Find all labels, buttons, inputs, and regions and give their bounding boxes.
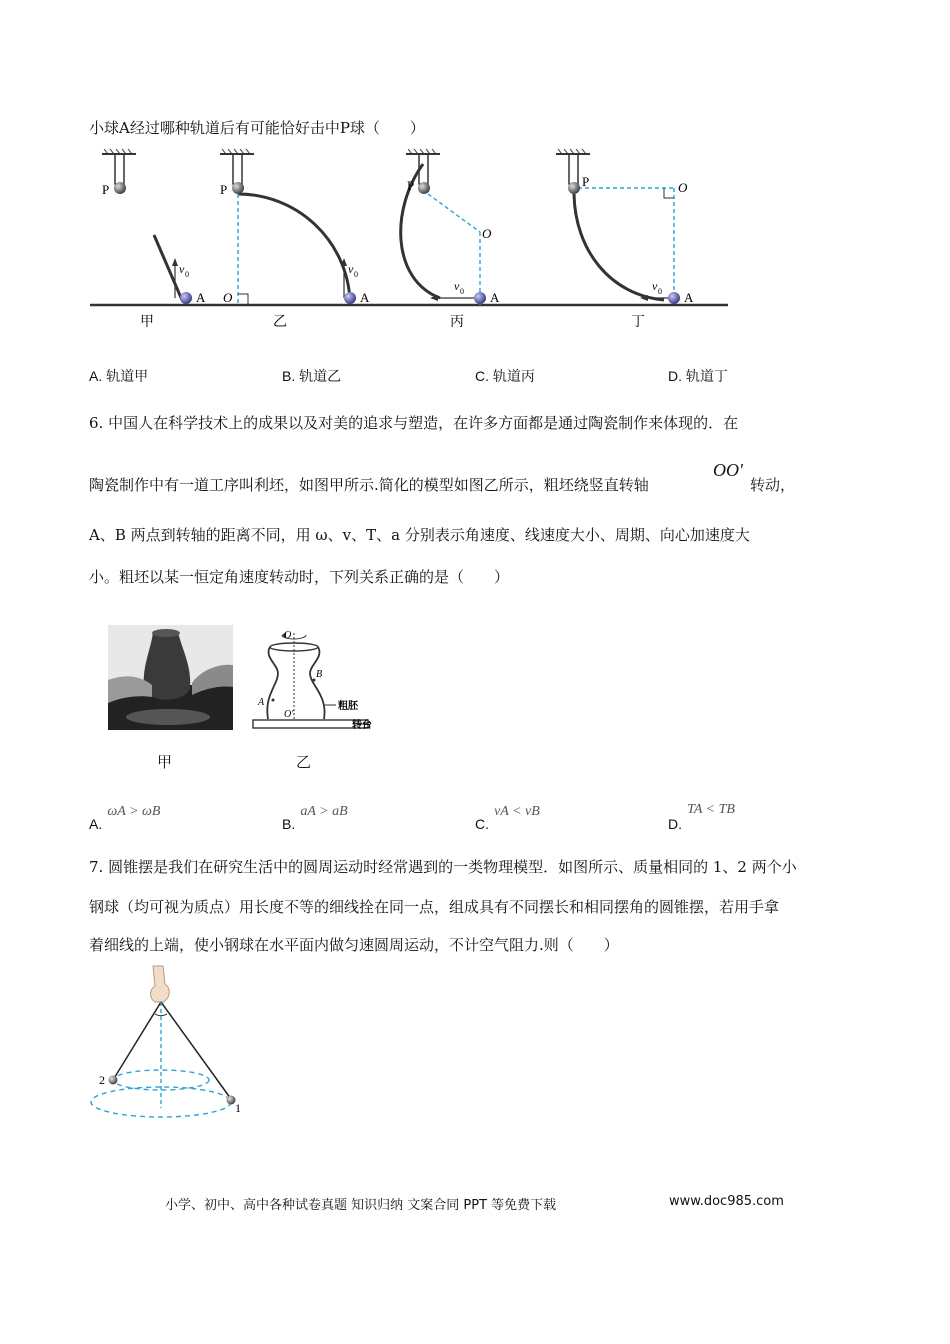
ball-p-ding	[568, 182, 580, 194]
label-o-ding: O	[678, 180, 688, 195]
option-formula: ωA > ωB	[107, 804, 161, 819]
q6-stem-line2a: 陶瓷制作中有一道工序叫利坯，如图甲所示.简化的模型如图乙所示，粗坯绕竖直转轴	[89, 476, 649, 494]
ball-a-yi	[344, 292, 356, 304]
option-letter: B.	[282, 368, 296, 384]
option-formula: aA > aB	[300, 804, 348, 819]
label-table: 转台	[352, 720, 372, 731]
pottery-schematic	[248, 625, 388, 735]
label-v0-ding-sub: 0	[658, 287, 662, 296]
caption-jia: 甲	[140, 314, 154, 330]
caption-schematic-yi: 乙	[296, 753, 312, 771]
option-letter: A.	[89, 816, 103, 832]
option-text: 轨道甲	[106, 369, 149, 385]
q5-option-b[interactable]	[282, 366, 341, 386]
q6-axis-symbol: OO′	[713, 460, 743, 480]
option-text: 轨道丙	[492, 369, 535, 385]
option-letter: C.	[475, 816, 489, 832]
q6-stem-line3: A、B 两点到转轴的距离不同，用 ω、v、T、a 分别表示角速度、线速度大小、周期、向心加速度大	[89, 526, 750, 544]
option-letter: D.	[668, 368, 682, 384]
track-bing	[401, 149, 486, 305]
label-v0-bing: v	[454, 279, 460, 293]
label-a-yi: A	[360, 290, 370, 305]
option-formula: vA < vB	[494, 804, 540, 819]
label-rough: 粗胚	[338, 701, 358, 712]
ball-p-jia	[114, 182, 126, 194]
q7-stem-line3: 着细线的上端，使小钢球在水平面内做匀速圆周运动，不计空气阻力.则（ ）	[89, 936, 619, 954]
q6-option-a[interactable]	[89, 800, 161, 832]
label-o-top: O	[284, 630, 292, 641]
pottery-photo	[108, 625, 233, 730]
option-letter: D.	[668, 816, 682, 832]
label-p-jia: P	[102, 182, 110, 197]
label-a-jia: A	[196, 290, 206, 305]
footer-url[interactable]: www.doc985.com	[669, 1194, 784, 1209]
ball-a-bing	[474, 292, 486, 304]
caption-photo-jia: 甲	[157, 753, 173, 771]
option-text: 轨道丁	[685, 369, 728, 385]
label-o-yi: O	[223, 290, 233, 305]
label-p-ding: P	[582, 174, 590, 189]
q6-option-b[interactable]	[282, 800, 348, 832]
label-v0-yi-sub: 0	[354, 270, 358, 279]
q6-stem-line1: 6. 中国人在科学技术上的成果以及对美的追求与塑造，在许多方面都是通过陶瓷制作来体现的．在	[89, 414, 739, 432]
caption-bing: 丙	[450, 314, 464, 330]
q7-stem-line1: 7. 圆锥摆是我们在研究生活中的圆周运动时经常遇到的一类物理模型．如图所示、质量相同的 1、2 两个小	[89, 858, 797, 876]
footer-left-text: 小学、初中、高中各种试卷真题 知识归纳 文案合同 PPT 等免费下载	[165, 1198, 557, 1213]
ball-p-yi	[232, 182, 244, 194]
q6-option-c[interactable]	[475, 800, 540, 832]
hand-icon	[151, 966, 170, 1002]
track-ding	[556, 149, 680, 305]
label-b: B	[316, 669, 323, 680]
label-ball-1: 1	[235, 1101, 241, 1115]
q6-stem-line4: 小。粗坯以某一恒定角速度转动时，下列关系正确的是（ ）	[89, 568, 510, 586]
label-a: A	[258, 697, 265, 708]
q6-option-d[interactable]	[668, 798, 735, 832]
label-v0-ding: v	[652, 279, 658, 293]
ball-2	[109, 1076, 118, 1085]
q5-option-c[interactable]	[475, 366, 535, 386]
label-p-yi: P	[220, 182, 228, 197]
label-p-bing: P	[407, 178, 415, 193]
label-o-bing: O	[482, 226, 492, 241]
caption-ding: 丁	[631, 314, 645, 330]
q6-stem-line2b: 转动，	[750, 476, 796, 494]
ball-p-bing	[418, 182, 430, 194]
track-jia	[102, 149, 192, 304]
caption-yi: 乙	[273, 314, 287, 330]
option-formula: TA < TB	[687, 802, 735, 817]
option-letter: C.	[475, 368, 489, 384]
q5-option-a[interactable]	[89, 366, 148, 386]
q5-track-figure	[80, 140, 740, 335]
ball-a-ding	[668, 292, 680, 304]
label-ball-2: 2	[99, 1073, 105, 1087]
option-letter: A.	[89, 368, 103, 384]
option-text: 轨道乙	[299, 369, 342, 385]
q5-stem: 小球A经过哪种轨道后有可能恰好击中P球（ ）	[89, 119, 425, 137]
option-letter: B.	[282, 816, 296, 832]
label-v0-jia: v	[179, 262, 185, 276]
q5-option-d[interactable]	[668, 366, 728, 386]
conical-pendulum-figure	[85, 962, 255, 1152]
label-a-bing: A	[490, 290, 500, 305]
label-a-ding: A	[684, 290, 694, 305]
ball-a-jia	[180, 292, 192, 304]
label-v0-bing-sub: 0	[460, 287, 464, 296]
q7-stem-line2: 钢球（均可视为质点）用长度不等的细线拴在同一点，组成具有不同摆长和相同摆角的圆锥摆，若用手拿	[89, 898, 780, 916]
label-o-bottom: O′	[284, 709, 294, 720]
track-yi	[220, 149, 356, 305]
label-v0-jia-sub: 0	[185, 270, 189, 279]
label-v0-yi: v	[348, 262, 354, 276]
